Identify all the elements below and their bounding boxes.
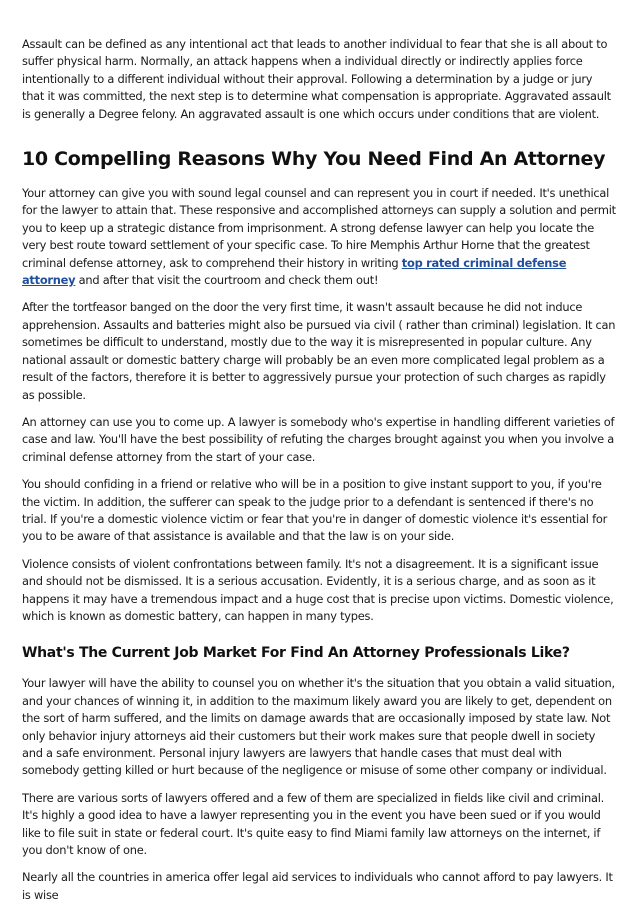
paragraph-lawyer-types: There are various sorts of lawyers offered and a few of them are specialized in fields like civil and criminal. It's highly a good idea to have a lawyer representing you in the event you have been sued or if you would like to file suit in state or federal court. It's quite easy to find Miami family law attorneys on the internet, if you don't know of one. (22, 790, 605, 858)
paragraph-assault-definition: Assault can be defined as any intentional act that leads to another individual to fear that she is all about to suffer physical harm. Normally, an attack happens when a individual directly or indirectly applies force intentionally to a different individual without their approval. Following a determination by a judge or jury that it was committed, the next step is to determine what compensation is appropriate. Aggravated assault is generally a Degree felony. An aggravated assault is one which occurs under conditions that are violent. (22, 37, 611, 121)
heading-compelling-reasons: 10 Compelling Reasons Why You Need Find An Attorney (22, 148, 606, 171)
paragraph-lawyer-counsel: Your lawyer will have the ability to counsel you on whether it's the situation that you obtain a valid situation, and your chances of winning it, in addition to the maximum likely award you are likely to get, dependent on the sort of harm suffered, and the limits on damage awards that are occasionally imposed by state law. Not only behavior injury attorneys aid their customers but their work makes sure that people dwell in society and a safe environment. Personal injury lawyers are lawyers that handle cases that must deal with somebody getting killed or hurt because of the negligence or misuse of some other company or individual. (22, 676, 615, 778)
paragraph-tortfeasor: After the tortfeasor banged on the door the very first time, it wasn't assault because he did not induce apprehension. Assaults and batteries might also be pursued via civil ( rather than criminal) legislation. It can sometimes be difficult to understand, mostly due to the way it is misrepresented in popular culture. Any national assault or domestic battery charge will probably be an even more complicated legal problem as a result of the factors, therefore it is better to aggressively pursue your protection of such charges as rapidly as possible. (22, 300, 616, 402)
paragraph-text-before-link: Your attorney can give you with sound legal counsel and can represent you in court if needed. It's unethical for the lawyer to attain that. These responsive and accomplished attorneys can supply a solution and permit you to keep up a strategic distance from imprisonment. A strong defense lawyer can help you locate the very best route toward settlement of your specific case. To hire Memphis Arthur Horne that the greatest criminal defense attorney, ask to comprehend their history in writing (22, 186, 616, 270)
paragraph-attorney-expertise: An attorney can use you to come up. A lawyer is somebody who's expertise in handling different varieties of case and law. You'll have the best possibility of refuting the charges brought against you when you involve a criminal defense attorney from the start of your case. (22, 414, 615, 464)
paragraph-victim-support: You should confiding in a friend or relative who will be in a position to give instant support to you, if you're the victim. In addition, the sufferer can speak to the judge prior to a defendant is sentenced if there's no trial. If you're a domestic violence victim or fear that you're in danger of domestic violence it's essential for you to be aware of that assistance is available and that the law is on your side. (22, 477, 608, 544)
paragraph-legal-aid: Nearly all the countries in america offer legal aid services to individuals who cannot afford to pay lawyers. It is wise (22, 870, 613, 902)
paragraph-attorney-counsel (22, 185, 616, 289)
criminal-defense-attorney-link[interactable]: top rated criminal defense attorney (22, 255, 567, 288)
paragraph-text-after-link: and after that visit the courtroom and check them out! (75, 273, 379, 288)
heading-job-market: What's The Current Job Market For Find An Attorney Professionals Like? (22, 645, 570, 662)
paragraph-domestic-violence: Violence consists of violent confrontations between family. It's not a disagreement. It is a significant issue and should not be dismissed. It is a serious accusation. Evidently, it is a serious charge, and as soon as it happens it may have a tremendous impact and a huge cost that is precise upon victims. Domestic violence, which is known as domestic battery, can happen in many types. (22, 556, 614, 623)
